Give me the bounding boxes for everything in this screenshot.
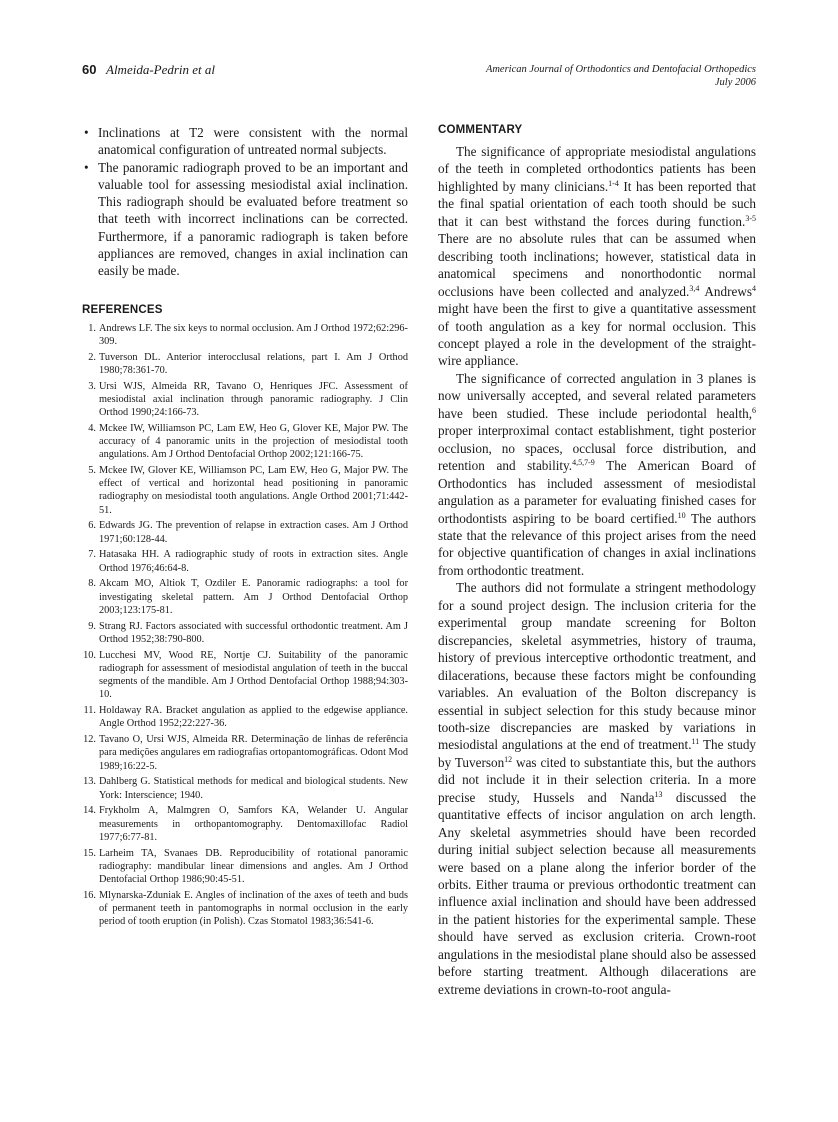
references-list: [82, 322, 408, 929]
citation: 10: [677, 510, 686, 520]
conclusion-item: • Inclinations at T2 were consistent with the normal anatomical configuration of untreated normal subjects.: [82, 124, 408, 159]
running-header: [82, 62, 756, 94]
references-heading: REFERENCES: [82, 303, 163, 316]
reference-item: 6. Edwards JG. The prevention of relapse in extraction cases. Am J Orthod 1971;60:128-44.: [88, 520, 408, 545]
reference-item: 10. Lucchesi MV, Wood RE, Nortje CJ. Suitability of the panoramic radiograph for assessment of mesiodistal angulation of teeth in the buccal segments of the mandible. Am J Orthod Dentofacial Orthop 1988;94:303-10.: [83, 649, 408, 701]
reference-item: 8. Akcam MO, Altiok T, Ozdiler E. Panoramic radiographs: a tool for investigating skeletal pattern. Am J Orthod Dentofacial Orthop 2003;123:175-81.: [88, 578, 408, 616]
reference-item: 14. Frykholm A, Malmgren O, Samfors KA, Welander U. Angular measurements in orthopantomography. Dentomaxillofac Radiol 1977;6:77-81.: [83, 805, 408, 843]
reference-item: 16. Mlynarska-Zduniak E. Angles of inclination of the axes of teeth and buds of permanent teeth in pantomographs in normal occlusion in the early period of tooth eruption (in Polish). Czas Stomatol 1983;36:541-6.: [83, 889, 408, 928]
page-number: 60: [82, 62, 97, 77]
citation: 4,5,7-9: [572, 458, 595, 468]
reference-item: 1. Andrews LF. The six keys to normal occlusion. Am J Orthod 1972;62:296-309.: [88, 322, 408, 347]
reference-item: 5. Mckee IW, Glover KE, Williamson PC, Lam EW, Heo G, Major PW. The effect of vertical and horizontal head positioning in panoramic radiography on mesiodistal tooth angulations. Angle Orthod 2001;71:442-51.: [88, 465, 408, 516]
commentary-paragraph-3: The authors did not formulate a stringent methodology for a sound project design. The inclusion criteria for the experimental group mandate screening for Bolton discrepancies, skeletal asymmetries, history of trauma, history of previous interceptive orthodontic treatment, and dilacerations, because these factors might be confounding variables. An evaluation of the Bolton discrepancy is essential in subject selection for this study because minor tooth-size discrepancies are masked by variations in mesiodistal angulations at the end of treatment.$^{11}$ The study by Tuverson$^{12}$ was cited to substantiate this, but the authors did not include it in their selection criteria. In a more precise study, Hussels and Nanda$^{13}$ discussed the quantitative effects of incisor angulation on arch length. Any skeletal asymmetries should have been recorded during initial subject selection because all measurements were based on a plane along the inferior border of the orbits. Either trauma or previous orthodontic treatment can influence axial inclination and should have been addressed in the patient histories for the experimental sample. These should have served as exclusion criteria. Crown-root angulations in the mesiodistal plane should also be assessed before starting treatment. Although dilacerations are extreme deviations in crown-to-root angula-: [438, 580, 757, 997]
citation: 12: [504, 754, 513, 764]
conclusion-item: • The panoramic radiograph proved to be an important and valuable tool for assessing mesiodistal axial inclination. This radiograph should be evaluated before treatment so that teeth with incorrect inclinations can be corrected. Furthermore, if a panoramic radiograph is taken before appliances are removed, changes in axial inclination can easily be made.: [82, 159, 408, 280]
commentary-paragraph-2: The significance of corrected angulation in 3 planes is now universally accepted, and several related parameters have been studied. These include periodontal health,$^6$ proper interproximal contact establishment, tight posterior occlusion, no spaces, occlusal force distribution, and retention and stability.$^{4,5,7-9}$ The American Board of Orthodontics has included assessment of mesiodistal angulation as a parameter for evaluating finished cases for orthodontists aspiring to be board certified.$^{10}$ The authors state that the relevance of this project arises from the need for objective quantification of changes in axial inclinations from orthodontic treatment.: [438, 370, 756, 578]
citation: 3-5: [745, 213, 756, 223]
reference-item: 9. Strang RJ. Factors associated with successful orthodontic treatment. Am J Orthod 1952;38:790-800.: [88, 620, 408, 645]
commentary-heading: COMMENTARY: [438, 124, 523, 136]
running-authors: Almeida-Pedrin et al: [106, 62, 216, 77]
issue-date: July 2006: [714, 77, 756, 88]
citation: 11: [691, 737, 700, 747]
reference-item: 2. Tuverson DL. Anterior interocclusal relations, part I. Am J Orthod 1980;78:361-70.: [88, 351, 408, 376]
reference-item: 3. Ursi WJS, Almeida RR, Tavano O, Henriques JFC. Assessment of mesiodistal axial inclination through panoramic radiography. J Clin Orthod 1990;24:166-73.: [88, 380, 408, 419]
commentary-paragraph-1: The significance of appropriate mesiodistal angulations of the teeth in completed orthodontics patients has been highlighted by many clinicians.$^{1-4}$ It has been reported that the final spatial orientation of each tooth should be such that it can best withstand the forces during function.$^{3-5}$ There are no absolute rules that can be assumed when describing tooth inclinations; however, statistical data in anatomical specimens and nonorthodontic normal occlusions have been collected and analyzed.$^{3,4}$ Andrews$^4$ might have been the first to give a quantitative assessment of tooth angulation as a key for normal occlusion. This concept played a role in the development of the straight-wire appliance.: [438, 144, 757, 369]
reference-item: 13. Dahlberg G. Statistical methods for medical and biological students. New York: Interscience; 1940.: [83, 776, 408, 801]
citation: 1-4: [608, 178, 619, 188]
journal-info: [486, 63, 756, 89]
citation: 6: [752, 405, 756, 415]
citation: 3,4: [689, 283, 700, 293]
reference-item: 7. Hatasaka HH. A radiographic study of roots in extraction sites. Angle Orthod 1976;46:64-8.: [88, 549, 408, 574]
conclusions-list: [82, 124, 408, 280]
reference-item: 11. Holdaway RA. Bracket angulation as applied to the edgewise appliance. Angle Orthod 1952;22:227-36.: [83, 705, 408, 730]
reference-item: 4. Mckee IW, Williamson PC, Lam EW, Heo G, Glover KE, Major PW. The accuracy of 4 panoramic units in the projection of mesiodistal tooth angulations. Am J Orthod Dentofacial Orthop 2002;121:166-75.: [88, 422, 408, 461]
reference-item: 12. Tavano O, Ursi WJS, Almeida RR. Determinação de linhas de referência para medições angulares em radiografias ortopantomográficas. Odont Mod 1989;16:22-5.: [83, 734, 408, 772]
citation: 13: [654, 789, 663, 799]
right-column: [438, 124, 756, 998]
reference-item: 15. Larheim TA, Svanaes DB. Reproducibility of rotational panoramic radiography: mandibular linear dimensions and angles. Am J Orthod Dentofacial Orthop 1986;90:45-51.: [83, 847, 408, 885]
journal-title: American Journal of Orthodontics and Dentofacial Orthopedics: [485, 64, 756, 75]
left-column: [82, 124, 408, 931]
citation: 4: [752, 283, 757, 293]
